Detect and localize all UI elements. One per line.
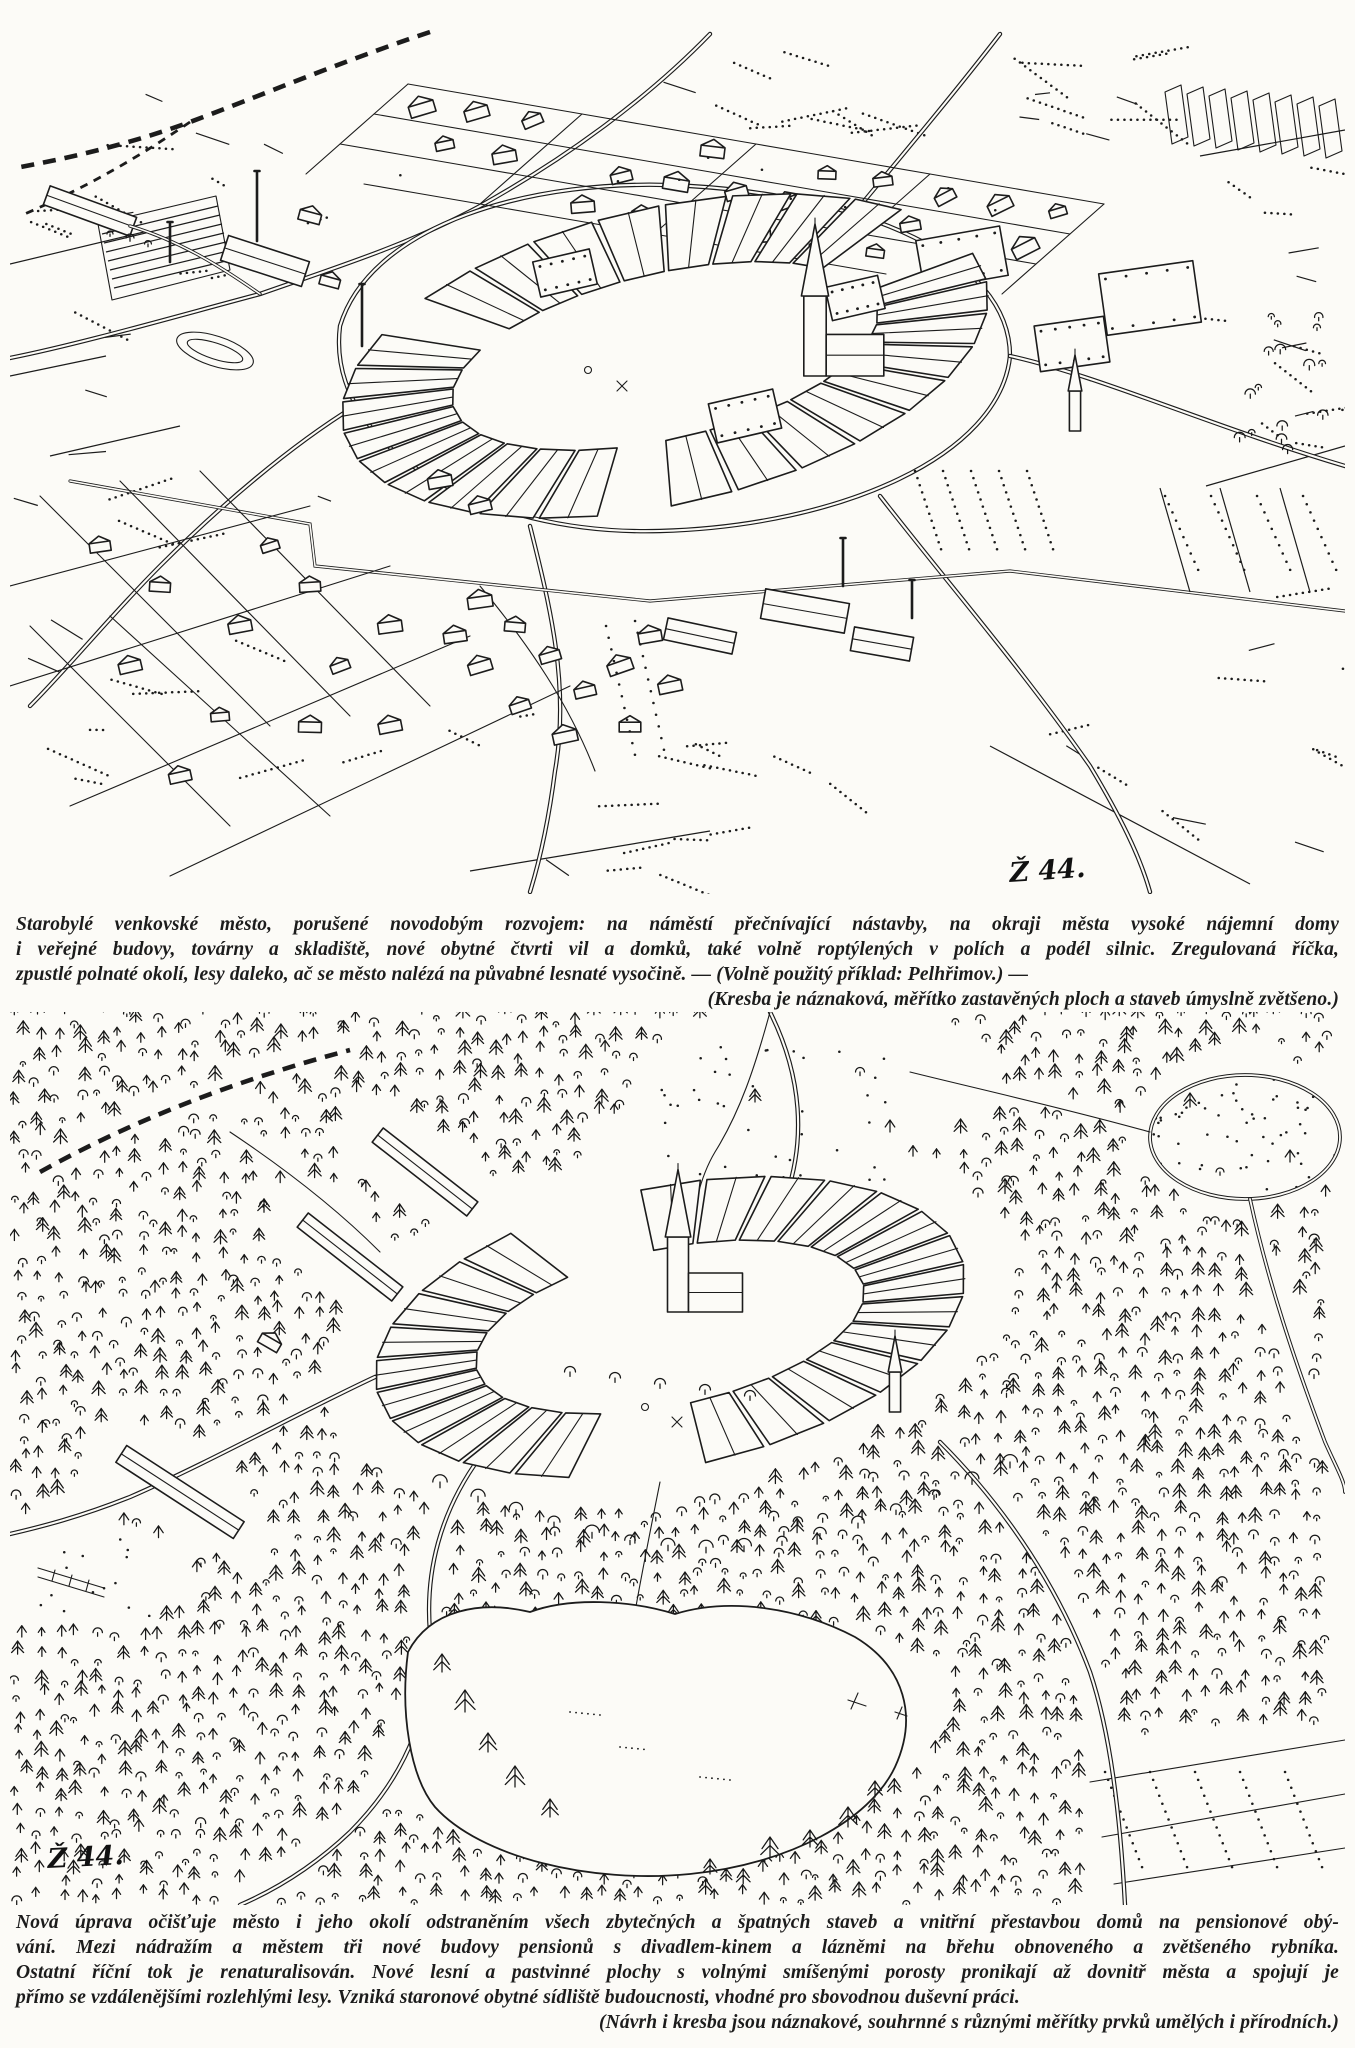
caption-line: vání. Mezi nádražím a městem tři nové budovy pensionů s divadlem-kinem a lázněmi na břehu obnoveného a zvětšeného rybníka. — [16, 1937, 1339, 1958]
caption-line: zpustlé polnaté okolí, lesy daleko, ač se město nalézá na půvabné lesnaté vysočině. — (Volně použitý příklad: Pelhřimov.) — — [16, 964, 1029, 985]
railway-line — [15, 32, 430, 247]
artist-signature: Ž 44. — [1008, 852, 1087, 889]
caption-line: Nová úprava očišťuje město i jeho okolí odstraněním všech zbytečných a špatných staveb a vnitřní přestavbou domů na pensionové obý- — [16, 1912, 1339, 1933]
caption-line: (Kresba je náznaková, měřítko zastavěných ploch a staveb úmyslně zvětšeno.) — [707, 989, 1339, 1010]
caption-old-town — [16, 912, 1339, 1012]
caption-new-town — [16, 1910, 1339, 2035]
town-core — [310, 138, 1082, 575]
caption-line: Starobylé venkovské město, porušené novodobým rozvojem: na náměstí přečnívající nástavby, na okraji města vysoké nájemní domy — [16, 914, 1339, 935]
pond — [405, 1455, 1017, 1876]
forest-town-drawing — [10, 1012, 1345, 1905]
caption-line: přímo se vzdálenějšími rozlehlými lesy. Vzniká staronové obytné sídliště budoucnosti, vhodné pro sbovodnou duševní práci. — [16, 1987, 1020, 2008]
caption-line: (Návrh i kresba jsou náznakové, souhrnné s různými měřítky prvků umělých i přírodních.) — [598, 2012, 1339, 2033]
old-town-drawing — [10, 26, 1345, 894]
caption-line: i veřejné budovy, továrny a skladiště, nové obytné čtvrti vil a domků, také volně roptýlených v polích a podél silnic. Zregulovaná říčka, — [16, 939, 1339, 960]
artist-signature: Ž 44. — [46, 1840, 125, 1875]
caption-line: Ostatní říční tok je renaturalisován. Nové lesní a pastvinné plochy s volnými smíšenými porosty pronikají až dovnitř města a spojují je — [16, 1962, 1339, 1983]
